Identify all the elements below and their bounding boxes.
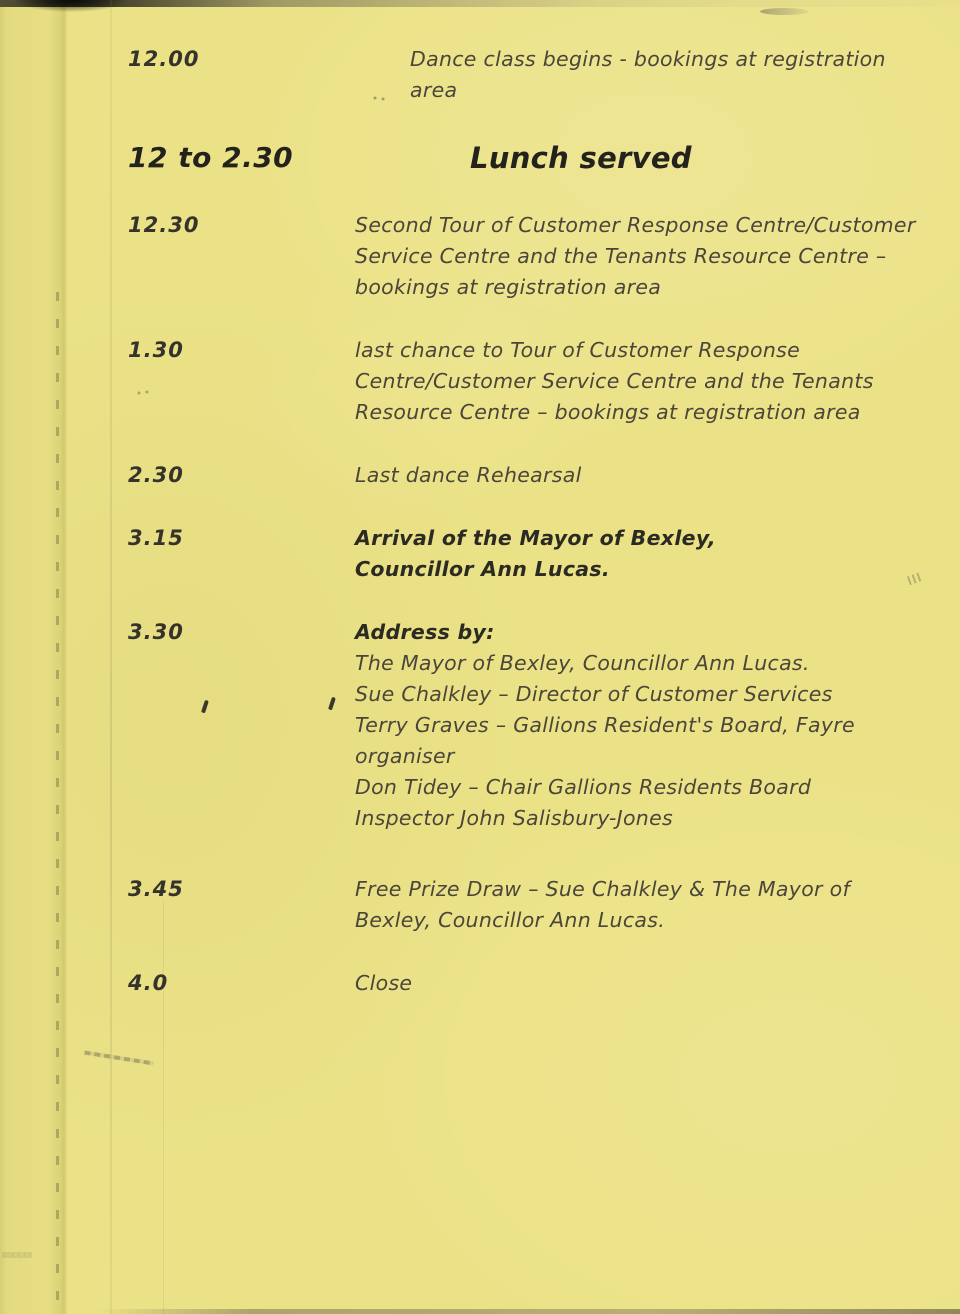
event-lines xyxy=(355,335,924,428)
time-label: 12.30 xyxy=(128,213,200,237)
time-label: 3.45 xyxy=(128,877,184,901)
event-line: Terry Graves – Gallions Resident's Board, Fayre xyxy=(355,713,855,737)
event-line: Don Tidey – Chair Gallions Residents Board xyxy=(355,775,812,799)
event-line: Last dance Rehearsal xyxy=(355,463,582,487)
time-label: 12.00 xyxy=(128,47,200,71)
event-line: Sue Chalkley – Director of Customer Services xyxy=(355,682,833,706)
schedule-row xyxy=(128,335,924,428)
schedule-row xyxy=(128,523,924,585)
fold-crease-dashed-line xyxy=(56,292,59,1304)
event-line: bookings at registration area xyxy=(355,275,662,299)
pencil-mark xyxy=(84,1051,154,1066)
event-line: Councillor Ann Lucas. xyxy=(355,557,611,581)
schedule xyxy=(128,44,924,1031)
time-label: 3.15 xyxy=(128,526,184,550)
time-label: 2.30 xyxy=(128,463,184,487)
event-lines xyxy=(355,617,924,834)
event-line: last chance to Tour of Customer Response xyxy=(355,338,801,362)
scan-top-edge xyxy=(0,0,960,7)
event-lines xyxy=(355,874,924,936)
event-line: Close xyxy=(355,971,413,995)
schedule-row xyxy=(128,138,924,178)
event-line: Dance class begins - bookings at registration xyxy=(410,47,886,71)
event-lines xyxy=(355,210,924,303)
schedule-row xyxy=(128,460,924,491)
event-line: Bexley, Councillor Ann Lucas. xyxy=(355,908,666,932)
time-label: 3.30 xyxy=(128,620,184,644)
schedule-row xyxy=(128,210,924,303)
event-lines xyxy=(355,968,924,999)
time-label: 12 to 2.30 xyxy=(128,141,294,174)
event-lines xyxy=(355,138,924,178)
event-line: organiser xyxy=(355,744,455,768)
event-line: Free Prize Draw – Sue Chalkley & The Mayor of xyxy=(355,877,850,901)
paper-crease xyxy=(110,0,112,1314)
event-line: Service Centre and the Tenants Resource Centre – xyxy=(355,244,887,268)
schedule-row xyxy=(128,968,924,999)
event-line: Lunch served xyxy=(470,141,692,175)
event-line: Arrival of the Mayor of Bexley, xyxy=(355,526,717,550)
schedule-row xyxy=(128,44,924,106)
schedule-row xyxy=(128,874,924,936)
schedule-row xyxy=(128,617,924,834)
event-lines xyxy=(355,44,924,106)
event-line: Second Tour of Customer Response Centre/Customer xyxy=(355,213,916,237)
event-lines xyxy=(355,523,924,585)
event-line: Inspector John Salisbury-Jones xyxy=(355,806,673,830)
ink-mark xyxy=(760,8,808,15)
time-label: 1.30 xyxy=(128,338,184,362)
event-line: area xyxy=(410,78,458,102)
scan-bottom-edge xyxy=(96,1309,960,1314)
event-line: The Mayor of Bexley, Councillor Ann Lucas. xyxy=(355,651,810,675)
event-line: Centre/Customer Service Centre and the Tenants xyxy=(355,369,874,393)
event-lines xyxy=(355,460,924,491)
time-label: 4.0 xyxy=(128,971,169,995)
ink-mark xyxy=(2,1252,32,1258)
event-line: Resource Centre – bookings at registration area xyxy=(355,400,861,424)
event-line: Address by: xyxy=(355,620,495,644)
